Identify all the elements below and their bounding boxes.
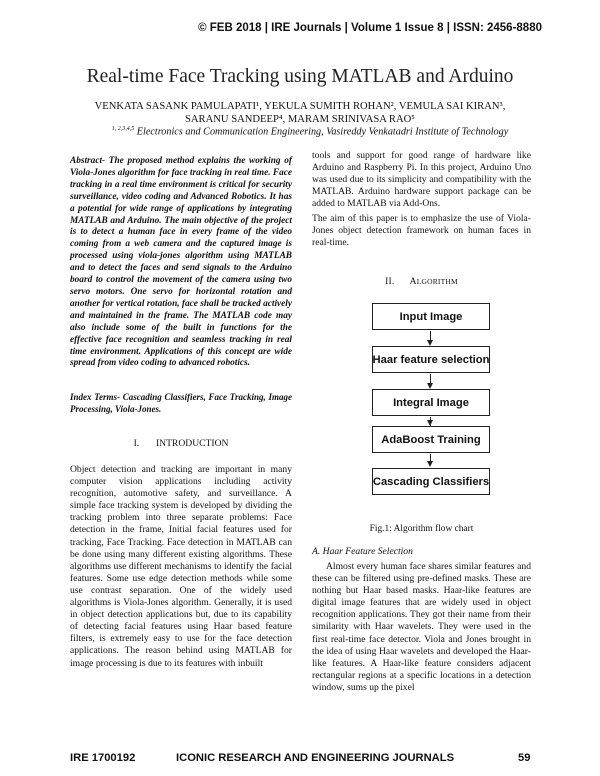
page-number: 59 [518, 752, 531, 764]
authors-line-1: VENKATA SASANK PAMULAPATI¹, YEKULA SUMITH ROHAN², VEMULA SAI KIRAN³, [94, 101, 506, 112]
section-number: II. [385, 276, 395, 287]
footer-article-id: IRE 1700192 [70, 752, 136, 764]
section-title-initial: A [409, 276, 417, 287]
section-title: INTRODUCTION [155, 438, 229, 449]
flowchart-step: Integral Image [372, 389, 490, 416]
introduction-paragraph: Object detection and tracking are important in many computer vision applications including activity recognition, automotive safety, and surveillance. A simple face tracking system is developed by dividing the tracking problem into three separate problems: Face detection in the frame, Initial facial features used for tracking, Face Tracking. Face detection in MATLAB can be done using many different existing algorithms. These algorithms use different mechanisms to identify the facial features. Some use edge detection methods while some use contrast separation. One of the widely used algorithms is Viola-Jones algorithm. Generally, it is used in object detection applications but, due to its capability of detecting facial features using Haar based feature filters, is extremely easy to use for the face detection applications. The reason behind using MATLAB for image processing is due to its features with inbuilt [70, 464, 292, 669]
subsection-heading: A. Haar Feature Selection [312, 546, 413, 557]
journal-header: © FEB 2018 | IRE Journals | Volume 1 Issue 8 | ISSN: 2456-8880 [198, 22, 542, 34]
flowchart-step: Cascading Classifiers [372, 468, 490, 495]
affiliation-text: Electronics and Communication Engineering, Vasireddy Venkatadri Institute of Technology [136, 126, 509, 138]
right-paragraph-1: tools and support for good range of hardware like Arduino and Raspberry Pi. In this project, Arduino Uno was used due to its simplicity and compatibility with the MATLAB. Arduino hardware support package can be added to MATLAB via Add-Ons. [312, 150, 531, 210]
figure-caption: Fig.1: Algorithm flow chart [369, 524, 474, 534]
index-terms: Index Terms- Cascading Classifiers, Face Tracking, Image Processing, Viola-Jones. [70, 392, 292, 414]
abstract: Abstract- The proposed method explains the working of Viola-Jones algorithm for face tracking in real time. Face tracking in a real time environment is critical for security surveillance, video coding and Advanced Robotics. It has a potential for wide range of applications by integrating MATLAB and Arduino. The main objective of the project is to detect a human face in every frame of the video coming from a web camera and the captured image is processed using viola-jones algorithm using MATLAB and to detect the faces and send signals to the Arduino board to control the movement of the camera using two servo motors. One servo for horizontal rotation and another for vertical rotation, face shall be tracked actively and maintained in the frame. The MATLAB code may also include some of the built in functions for the effective face recognition and seamless tracking in real time environment. Applications of this concept are wide spread from video coding to advanced robotics. [70, 156, 292, 369]
flowchart-step: Haar feature selection [372, 346, 490, 373]
arrow-down-icon [427, 461, 433, 467]
authors-line-2: SARANU SANDEEP⁴, MARAM SRINIVASA RAO⁵ [185, 114, 415, 125]
right-paragraph-2: The aim of this paper is to emphasize the use of Viola-Jones object detection framework on human faces in real-time. [312, 213, 531, 249]
paper-title: Real-time Face Tracking using MATLAB and Arduino [86, 66, 514, 87]
section-heading-algorithm [312, 276, 531, 287]
footer-journal-name: ICONIC RESEARCH AND ENGINEERING JOURNALS [176, 752, 455, 764]
author-list [60, 100, 540, 126]
flowchart-step: AdaBoost Training [372, 426, 490, 453]
flowchart-step: Input Image [372, 303, 490, 330]
haar-paragraph: Almost every human face shares similar features and these can be filtered using pre-defined masks. These are nothing but Haar based masks. Haar-like features are digital image features that are widely used in object recognition applications. They got their name from their similarity with Haar wavelets. They were used in the first real-time face detector. Viola and Jones brought in the idea of using Haar wavelets and developed the Haar-like features. A Haar-like feature considers adjacent rectangular regions at a specific locations in a detection window, sums up the pixel [312, 561, 531, 693]
section-title-rest: LGORITHM [416, 277, 458, 286]
section-number: I. [133, 438, 140, 449]
affiliation [60, 126, 560, 137]
affiliation-superscript: 1, 2,3,4,5 [111, 126, 135, 132]
section-heading-introduction [70, 438, 292, 449]
